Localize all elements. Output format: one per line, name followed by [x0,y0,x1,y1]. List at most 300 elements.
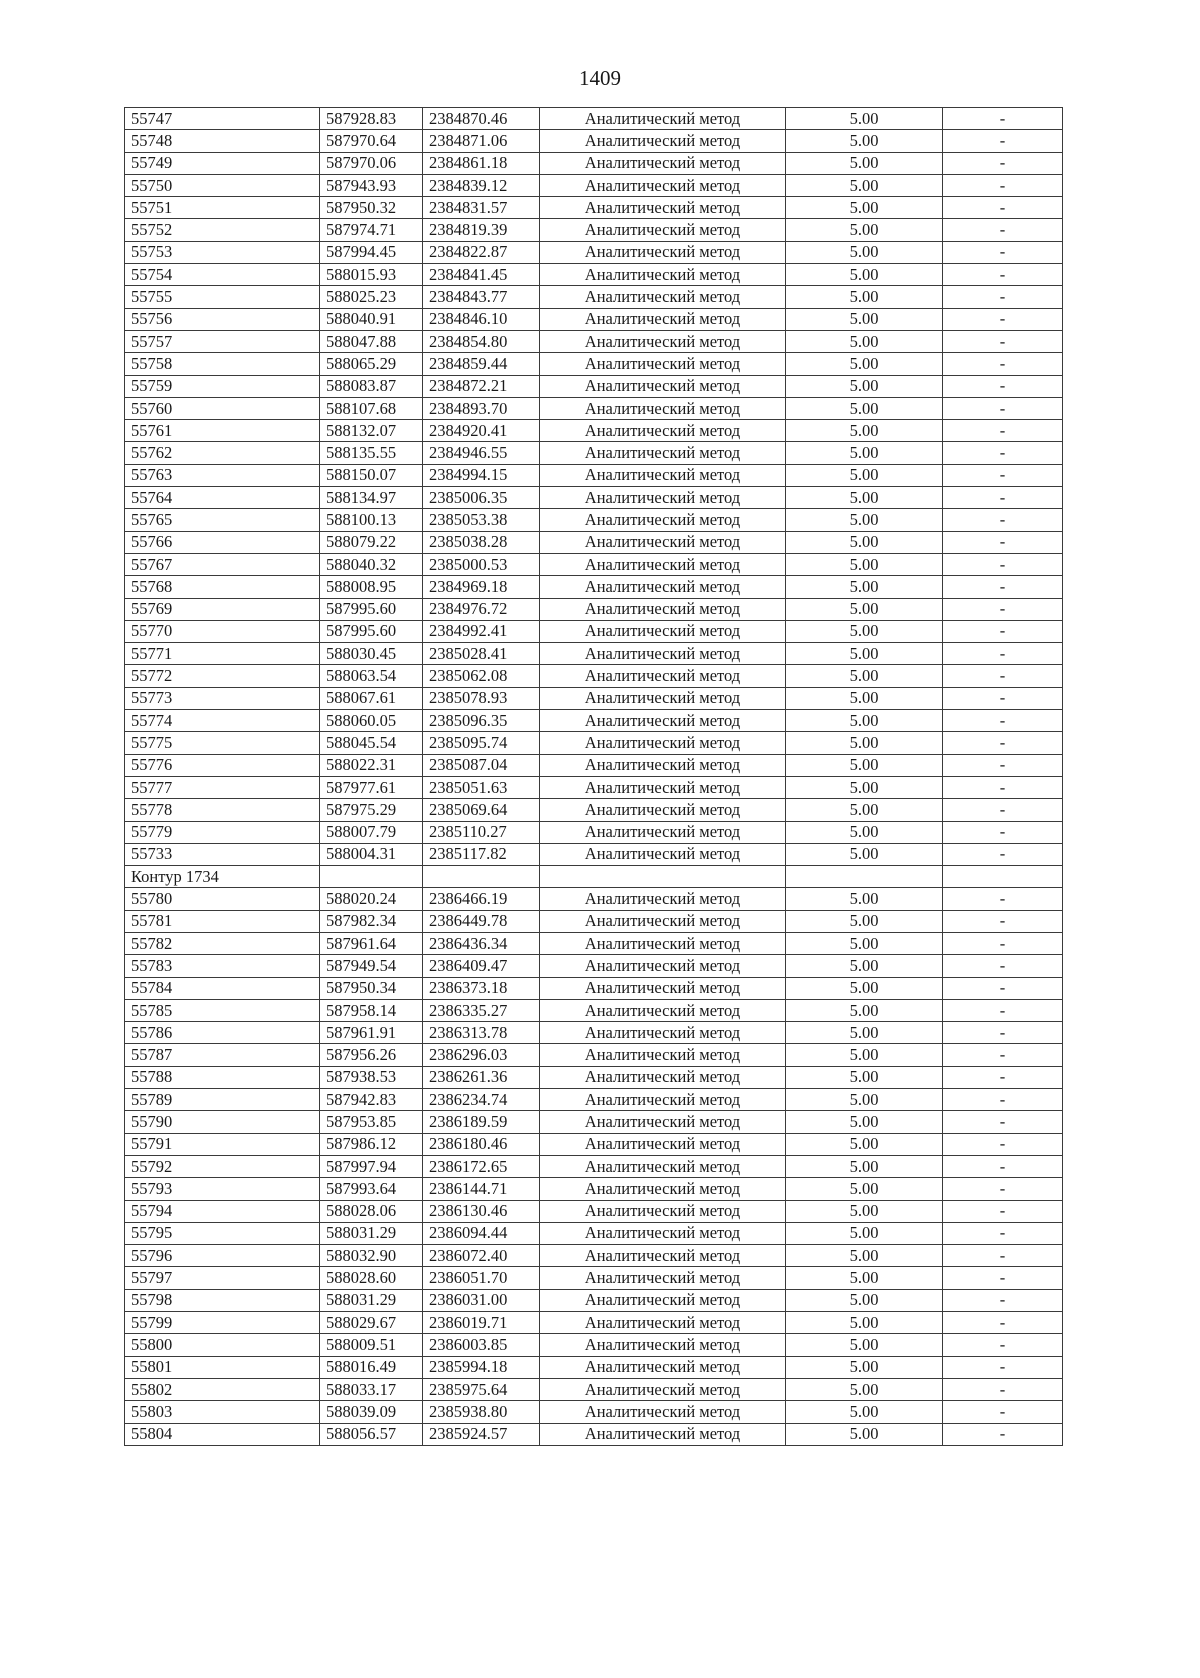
accuracy-cell: 5.00 [786,799,943,821]
x-coordinate-cell: 587974.71 [320,219,423,241]
method-cell: Аналитический метод [540,308,786,330]
empty-cell [540,866,786,888]
point-id-cell: 55790 [125,1111,320,1133]
point-id-cell: 55753 [125,241,320,263]
point-id-cell: 55787 [125,1044,320,1066]
x-coordinate-cell: 588100.13 [320,509,423,531]
point-id-cell: 55786 [125,1022,320,1044]
point-id-cell: 55785 [125,999,320,1021]
note-cell: - [943,643,1063,665]
method-cell: Аналитический метод [540,1312,786,1334]
note-cell: - [943,776,1063,798]
method-cell: Аналитический метод [540,353,786,375]
y-coordinate-cell: 2386180.46 [423,1133,540,1155]
method-cell: Аналитический метод [540,397,786,419]
method-cell: Аналитический метод [540,197,786,219]
y-coordinate-cell: 2384946.55 [423,442,540,464]
x-coordinate-cell: 588020.24 [320,888,423,910]
table-row [125,264,1063,286]
method-cell: Аналитический метод [540,754,786,776]
x-coordinate-cell: 588065.29 [320,353,423,375]
x-coordinate-cell: 588025.23 [320,286,423,308]
point-id-cell: 55754 [125,264,320,286]
note-cell: - [943,1066,1063,1088]
point-id-cell: 55759 [125,375,320,397]
accuracy-cell: 5.00 [786,353,943,375]
method-cell: Аналитический метод [540,821,786,843]
accuracy-cell: 5.00 [786,1289,943,1311]
x-coordinate-cell: 588007.79 [320,821,423,843]
note-cell: - [943,620,1063,642]
method-cell: Аналитический метод [540,1133,786,1155]
note-cell: - [943,1155,1063,1177]
x-coordinate-cell: 587995.60 [320,620,423,642]
note-cell: - [943,1312,1063,1334]
point-id-cell: 55769 [125,598,320,620]
y-coordinate-cell: 2384839.12 [423,174,540,196]
x-coordinate-cell: 587970.06 [320,152,423,174]
y-coordinate-cell: 2386051.70 [423,1267,540,1289]
accuracy-cell: 5.00 [786,821,943,843]
table-row [125,955,1063,977]
y-coordinate-cell: 2384831.57 [423,197,540,219]
x-coordinate-cell: 588063.54 [320,665,423,687]
table-row [125,1089,1063,1111]
table-row [125,1222,1063,1244]
method-cell: Аналитический метод [540,598,786,620]
accuracy-cell: 5.00 [786,843,943,865]
accuracy-cell: 5.00 [786,397,943,419]
point-id-cell: 55755 [125,286,320,308]
accuracy-cell: 5.00 [786,932,943,954]
accuracy-cell: 5.00 [786,1222,943,1244]
point-id-cell: 55748 [125,130,320,152]
page-number: 1409 [579,66,621,90]
note-cell: - [943,1334,1063,1356]
note-cell: - [943,1133,1063,1155]
method-cell: Аналитический метод [540,910,786,932]
accuracy-cell: 5.00 [786,888,943,910]
x-coordinate-cell: 588067.61 [320,687,423,709]
x-coordinate-cell: 587977.61 [320,776,423,798]
accuracy-cell: 5.00 [786,1378,943,1400]
point-id-cell: 55770 [125,620,320,642]
note-cell: - [943,1022,1063,1044]
note-cell: - [943,732,1063,754]
note-cell: - [943,509,1063,531]
x-coordinate-cell: 588033.17 [320,1378,423,1400]
y-coordinate-cell: 2384841.45 [423,264,540,286]
x-coordinate-cell: 588060.05 [320,710,423,732]
accuracy-cell: 5.00 [786,1423,943,1445]
note-cell: - [943,487,1063,509]
method-cell: Аналитический метод [540,1423,786,1445]
x-coordinate-cell: 587953.85 [320,1111,423,1133]
point-id-cell: 55779 [125,821,320,843]
method-cell: Аналитический метод [540,241,786,263]
point-id-cell: 55788 [125,1066,320,1088]
y-coordinate-cell: 2386409.47 [423,955,540,977]
y-coordinate-cell: 2385051.63 [423,776,540,798]
point-id-cell: 55757 [125,330,320,352]
x-coordinate-cell: 588030.45 [320,643,423,665]
accuracy-cell: 5.00 [786,1133,943,1155]
method-cell: Аналитический метод [540,1245,786,1267]
method-cell: Аналитический метод [540,509,786,531]
table-row [125,1200,1063,1222]
x-coordinate-cell: 587956.26 [320,1044,423,1066]
note-cell: - [943,330,1063,352]
accuracy-cell: 5.00 [786,286,943,308]
method-cell: Аналитический метод [540,1044,786,1066]
y-coordinate-cell: 2385994.18 [423,1356,540,1378]
accuracy-cell: 5.00 [786,1178,943,1200]
x-coordinate-cell: 587949.54 [320,955,423,977]
accuracy-cell: 5.00 [786,776,943,798]
y-coordinate-cell: 2385078.93 [423,687,540,709]
table-row [125,643,1063,665]
accuracy-cell: 5.00 [786,197,943,219]
table-row [125,1312,1063,1334]
x-coordinate-cell: 587942.83 [320,1089,423,1111]
point-id-cell: 55781 [125,910,320,932]
method-cell: Аналитический метод [540,553,786,575]
method-cell: Аналитический метод [540,130,786,152]
coordinates-table-body [125,108,1063,1446]
note-cell: - [943,152,1063,174]
note-cell: - [943,576,1063,598]
method-cell: Аналитический метод [540,420,786,442]
table-row [125,531,1063,553]
accuracy-cell: 5.00 [786,241,943,263]
note-cell: - [943,264,1063,286]
accuracy-cell: 5.00 [786,1200,943,1222]
accuracy-cell: 5.00 [786,1155,943,1177]
y-coordinate-cell: 2384819.39 [423,219,540,241]
y-coordinate-cell: 2384871.06 [423,130,540,152]
method-cell: Аналитический метод [540,219,786,241]
note-cell: - [943,799,1063,821]
note-cell: - [943,197,1063,219]
y-coordinate-cell: 2384822.87 [423,241,540,263]
note-cell: - [943,687,1063,709]
table-row [125,308,1063,330]
y-coordinate-cell: 2386144.71 [423,1178,540,1200]
table-row [125,1401,1063,1423]
point-id-cell: 55795 [125,1222,320,1244]
x-coordinate-cell: 587986.12 [320,1133,423,1155]
x-coordinate-cell: 587950.32 [320,197,423,219]
point-id-cell: 55764 [125,487,320,509]
y-coordinate-cell: 2384861.18 [423,152,540,174]
accuracy-cell: 5.00 [786,576,943,598]
y-coordinate-cell: 2386296.03 [423,1044,540,1066]
point-id-cell: 55761 [125,420,320,442]
x-coordinate-cell: 588107.68 [320,397,423,419]
point-id-cell: 55794 [125,1200,320,1222]
note-cell: - [943,821,1063,843]
x-coordinate-cell: 587975.29 [320,799,423,821]
point-id-cell: 55777 [125,776,320,798]
note-cell: - [943,754,1063,776]
accuracy-cell: 5.00 [786,152,943,174]
table-row [125,241,1063,263]
accuracy-cell: 5.00 [786,330,943,352]
method-cell: Аналитический метод [540,1022,786,1044]
table-row [125,397,1063,419]
accuracy-cell: 5.00 [786,999,943,1021]
accuracy-cell: 5.00 [786,553,943,575]
accuracy-cell: 5.00 [786,687,943,709]
point-id-cell: 55771 [125,643,320,665]
method-cell: Аналитический метод [540,1089,786,1111]
y-coordinate-cell: 2384870.46 [423,108,540,130]
coordinates-table [124,107,1063,1446]
method-cell: Аналитический метод [540,1200,786,1222]
accuracy-cell: 5.00 [786,1401,943,1423]
y-coordinate-cell: 2386466.19 [423,888,540,910]
table-row [125,843,1063,865]
method-cell: Аналитический метод [540,531,786,553]
point-id-cell: 55776 [125,754,320,776]
point-id-cell: 55752 [125,219,320,241]
point-id-cell: 55796 [125,1245,320,1267]
accuracy-cell: 5.00 [786,1066,943,1088]
table-row [125,1133,1063,1155]
point-id-cell: 55751 [125,197,320,219]
note-cell: - [943,108,1063,130]
accuracy-cell: 5.00 [786,442,943,464]
method-cell: Аналитический метод [540,442,786,464]
table-row [125,1066,1063,1088]
note-cell: - [943,1401,1063,1423]
method-cell: Аналитический метод [540,1267,786,1289]
y-coordinate-cell: 2384976.72 [423,598,540,620]
table-row [125,888,1063,910]
method-cell: Аналитический метод [540,1356,786,1378]
x-coordinate-cell: 588039.09 [320,1401,423,1423]
method-cell: Аналитический метод [540,375,786,397]
accuracy-cell: 5.00 [786,665,943,687]
note-cell: - [943,553,1063,575]
y-coordinate-cell: 2386436.34 [423,932,540,954]
y-coordinate-cell: 2386019.71 [423,1312,540,1334]
method-cell: Аналитический метод [540,643,786,665]
x-coordinate-cell: 588132.07 [320,420,423,442]
x-coordinate-cell: 588079.22 [320,531,423,553]
accuracy-cell: 5.00 [786,509,943,531]
y-coordinate-cell: 2385938.80 [423,1401,540,1423]
point-id-cell: 55765 [125,509,320,531]
table-row [125,932,1063,954]
empty-cell [423,866,540,888]
note-cell: - [943,910,1063,932]
accuracy-cell: 5.00 [786,1044,943,1066]
point-id-cell: 55792 [125,1155,320,1177]
table-row [125,665,1063,687]
note-cell: - [943,665,1063,687]
note-cell: - [943,286,1063,308]
note-cell: - [943,843,1063,865]
table-row [125,754,1063,776]
method-cell: Аналитический метод [540,330,786,352]
note-cell: - [943,1200,1063,1222]
method-cell: Аналитический метод [540,487,786,509]
y-coordinate-cell: 2385110.27 [423,821,540,843]
x-coordinate-cell: 587928.83 [320,108,423,130]
y-coordinate-cell: 2386449.78 [423,910,540,932]
table-row [125,152,1063,174]
y-coordinate-cell: 2385096.35 [423,710,540,732]
y-coordinate-cell: 2384994.15 [423,464,540,486]
y-coordinate-cell: 2386335.27 [423,999,540,1021]
method-cell: Аналитический метод [540,665,786,687]
table-row [125,487,1063,509]
point-id-cell: 55783 [125,955,320,977]
accuracy-cell: 5.00 [786,308,943,330]
y-coordinate-cell: 2384992.41 [423,620,540,642]
accuracy-cell: 5.00 [786,464,943,486]
point-id-cell: 55802 [125,1378,320,1400]
point-id-cell: 55793 [125,1178,320,1200]
table-row [125,821,1063,843]
table-row [125,1356,1063,1378]
point-id-cell: 55733 [125,843,320,865]
x-coordinate-cell: 587970.64 [320,130,423,152]
x-coordinate-cell: 588004.31 [320,843,423,865]
method-cell: Аналитический метод [540,620,786,642]
accuracy-cell: 5.00 [786,108,943,130]
x-coordinate-cell: 587950.34 [320,977,423,999]
table-row [125,1423,1063,1445]
note-cell: - [943,598,1063,620]
empty-cell [943,866,1063,888]
accuracy-cell: 5.00 [786,1089,943,1111]
y-coordinate-cell: 2385069.64 [423,799,540,821]
x-coordinate-cell: 588056.57 [320,1423,423,1445]
y-coordinate-cell: 2385038.28 [423,531,540,553]
point-id-cell: 55780 [125,888,320,910]
method-cell: Аналитический метод [540,799,786,821]
method-cell: Аналитический метод [540,977,786,999]
x-coordinate-cell: 588009.51 [320,1334,423,1356]
table-row [125,732,1063,754]
y-coordinate-cell: 2385062.08 [423,665,540,687]
table-row [125,1334,1063,1356]
table-row [125,910,1063,932]
table-row [125,509,1063,531]
x-coordinate-cell: 588028.06 [320,1200,423,1222]
accuracy-cell: 5.00 [786,1111,943,1133]
method-cell: Аналитический метод [540,1401,786,1423]
point-id-cell: 55750 [125,174,320,196]
x-coordinate-cell: 588045.54 [320,732,423,754]
note-cell: - [943,955,1063,977]
accuracy-cell: 5.00 [786,1267,943,1289]
method-cell: Аналитический метод [540,1334,786,1356]
accuracy-cell: 5.00 [786,910,943,932]
accuracy-cell: 5.00 [786,375,943,397]
x-coordinate-cell: 588022.31 [320,754,423,776]
note-cell: - [943,1089,1063,1111]
point-id-cell: 55756 [125,308,320,330]
y-coordinate-cell: 2384872.21 [423,375,540,397]
note-cell: - [943,932,1063,954]
note-cell: - [943,375,1063,397]
x-coordinate-cell: 588040.32 [320,553,423,575]
table-row [125,197,1063,219]
x-coordinate-cell: 588016.49 [320,1356,423,1378]
table-row [125,330,1063,352]
y-coordinate-cell: 2386189.59 [423,1111,540,1133]
note-cell: - [943,1423,1063,1445]
note-cell: - [943,442,1063,464]
x-coordinate-cell: 587993.64 [320,1178,423,1200]
note-cell: - [943,241,1063,263]
accuracy-cell: 5.00 [786,219,943,241]
method-cell: Аналитический метод [540,932,786,954]
accuracy-cell: 5.00 [786,620,943,642]
note-cell: - [943,710,1063,732]
point-id-cell: 55768 [125,576,320,598]
method-cell: Аналитический метод [540,1289,786,1311]
table-row [125,1111,1063,1133]
table-row [125,1044,1063,1066]
y-coordinate-cell: 2385000.53 [423,553,540,575]
table-row [125,1178,1063,1200]
point-id-cell: 55766 [125,531,320,553]
point-id-cell: 55778 [125,799,320,821]
table-row [125,799,1063,821]
table-row [125,999,1063,1021]
table-row [125,108,1063,130]
x-coordinate-cell: 588135.55 [320,442,423,464]
y-coordinate-cell: 2386373.18 [423,977,540,999]
y-coordinate-cell: 2386094.44 [423,1222,540,1244]
accuracy-cell: 5.00 [786,174,943,196]
x-coordinate-cell: 588134.97 [320,487,423,509]
y-coordinate-cell: 2386031.00 [423,1289,540,1311]
table-row [125,286,1063,308]
table-row [125,174,1063,196]
point-id-cell: 55782 [125,932,320,954]
method-cell: Аналитический метод [540,264,786,286]
accuracy-cell: 5.00 [786,531,943,553]
method-cell: Аналитический метод [540,576,786,598]
method-cell: Аналитический метод [540,999,786,1021]
y-coordinate-cell: 2386003.85 [423,1334,540,1356]
y-coordinate-cell: 2385095.74 [423,732,540,754]
table-row [125,375,1063,397]
accuracy-cell: 5.00 [786,420,943,442]
x-coordinate-cell: 587958.14 [320,999,423,1021]
accuracy-cell: 5.00 [786,643,943,665]
point-id-cell: 55789 [125,1089,320,1111]
point-id-cell: 55803 [125,1401,320,1423]
note-cell: - [943,1111,1063,1133]
point-id-cell: 55747 [125,108,320,130]
method-cell: Аналитический метод [540,108,786,130]
x-coordinate-cell: 588150.07 [320,464,423,486]
empty-cell [320,866,423,888]
note-cell: - [943,219,1063,241]
x-coordinate-cell: 588047.88 [320,330,423,352]
table-row [125,576,1063,598]
method-cell: Аналитический метод [540,710,786,732]
method-cell: Аналитический метод [540,286,786,308]
note-cell: - [943,353,1063,375]
accuracy-cell: 5.00 [786,1356,943,1378]
